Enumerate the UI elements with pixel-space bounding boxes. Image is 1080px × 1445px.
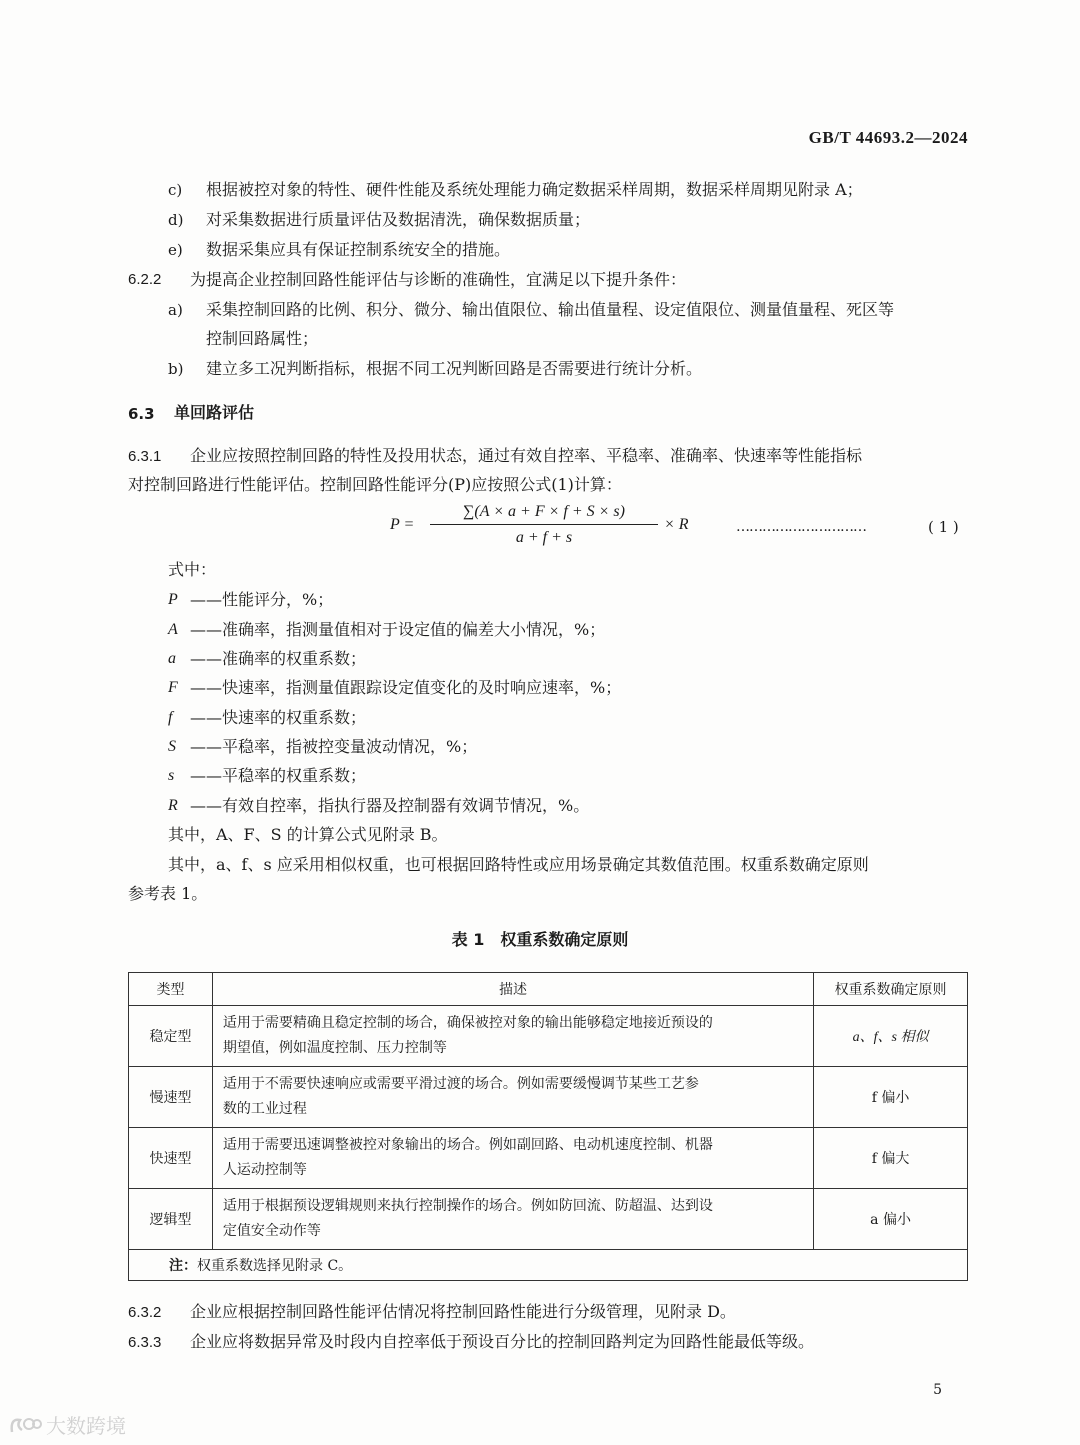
watermark-text: 大数跨境 <box>46 1414 126 1438</box>
table-note-label: 注： <box>169 1258 197 1274</box>
table-title: 表 1 权重系数确定原则 <box>451 930 629 949</box>
table-row: 慢速型 适用于不需要快速响应或需要平滑过渡的场合。例如需要缓慢调节某些工艺参 数的工业过程 f 偏小 <box>129 1067 968 1128</box>
formula-note-2-cont: 参考表 1。 <box>128 884 208 903</box>
watermark <box>8 1410 126 1439</box>
standard-number: GB/T 44693.2—2024 <box>808 128 968 147</box>
formula-note-1: 其中，A、F、S 的计算公式见附录 B。 <box>168 825 448 844</box>
where-intro: 式中： <box>168 560 217 579</box>
table-header-row <box>129 973 968 1006</box>
formula-note-2: 其中，a、f、s 应采用相似权重，也可根据回路特性或应用场景确定其数值范围。权重系数确定原则 <box>168 855 869 874</box>
table-header-type: 类型 <box>129 973 213 1006</box>
weight-table <box>128 972 968 1281</box>
table-row: 逻辑型 适用于根据预设逻辑规则来执行控制操作的场合。例如防回流、防超温、达到设 定值安全动作等 a 偏小 <box>129 1189 968 1250</box>
formula-denominator: a + f + s <box>515 529 573 546</box>
document-page: GB/T 44693.2—2024 c) 根据被控对象的特性、硬件性能及系统处理能力确定数据采样周期，数据采样周期见附录 A； d) 对采集数据进行质量评估及数据清洗，确保数据质量； e) 数据采集应具有保证控制系统安全的措施。 6.2.2 为提高企业控制回路性能评估与诊断的准确性，宜满足以下提升条件： a) 采集控制回路的比例、积分、微分、输出值限位、输出值量程、设定值限位、测量值量程、死区等 控制回路属性； b) 建立多工况判断指标，根据不同工况判断回路是否需要进行统计分析。 6.3 单回路评估 6.3.1 企业应按照控制回路的特性及投用状态，通过有效自控率、平稳率、准确率、快速率等性能指标 对控制回路进行性能评估。控制回路性能评分(P)应按照公式(1)计算： P = $\frac{\sum(A \times a + F \times f + S \times s)}{a + f + s}$ × R ………………………… ( 1 ) 式中： P ——性能评分，%； A ——准确率，指测量值相对于设定值的偏差大小情况，%； a ——准确率的权重系数； F ——快速率，指测量值跟踪设定值变化的及时响应速率，%； f ——快速率的权重系数； S ——平稳率，指被控变量波动情况，%； s ——平稳率的权重系数； R ——有效自控率，指执行器及控制器有效调节情况，%。 其中，A、F、S 的计算公式见附录 B。 其中，a、f、s 应采用相似权重，也可根据回路特性或应用场景确定其数值范围。权重系数确定原则 参考表 1。 表 1 权重系数确定原则 类型 描述 权重系数确定原则 稳定型 适用于需要精确且稳定控制的场合，确保被控对象的输出能够稳定地接近预设的 期望值，例如温度控制、压力控制等 a、f、s 相似 慢速型 适用于不需要快速响应或需要平滑过渡的场合。例如需要缓慢调节某些工艺参 数的工业过程 f 偏小 快速型 适用于需要迅速调整被控对象输出的场合。例如副回路、电动机速度控制、机器 人运动控制等 f 偏大 逻辑型 适用于根据预设逻辑规则来执行控制操作的场合。例如防回流、防超温、达到设 定值安全动作等 a 偏小 注：权重系数选择见附录 C。 6.3.2 企业应根据控制回路性能评估情况将控制回路性能进行分级管理，见附录 D。 6.3.3 企业应将数据异常及时段内自控率低于预设百分比的控制回路判定为回路性能最低等级。 5 大数跨境 <box>0 0 1080 1445</box>
watermark-logo-icon <box>8 1414 42 1436</box>
page-number: 5 <box>933 1382 942 1398</box>
formula-leader-dots: ………………………… <box>736 519 866 535</box>
table-note-text: 权重系数选择见附录 C。 <box>197 1258 353 1274</box>
table-header-desc: 描述 <box>212 973 813 1006</box>
formula-number: ( 1 ) <box>928 518 959 536</box>
table-header-rule: 权重系数确定原则 <box>814 973 968 1006</box>
table-row: 稳定型 适用于需要精确且稳定控制的场合，确保被控对象的输出能够稳定地接近预设的 期望值，例如温度控制、压力控制等 a、f、s 相似 <box>129 1006 968 1067</box>
table-row: 快速型 适用于需要迅速调整被控对象输出的场合。例如副回路、电动机速度控制、机器 人运动控制等 f 偏大 <box>129 1128 968 1189</box>
table-note-row <box>129 1250 968 1281</box>
formula-numerator: ∑(A × a + F × f + S × s) <box>430 500 658 525</box>
formula-fraction <box>430 500 658 549</box>
